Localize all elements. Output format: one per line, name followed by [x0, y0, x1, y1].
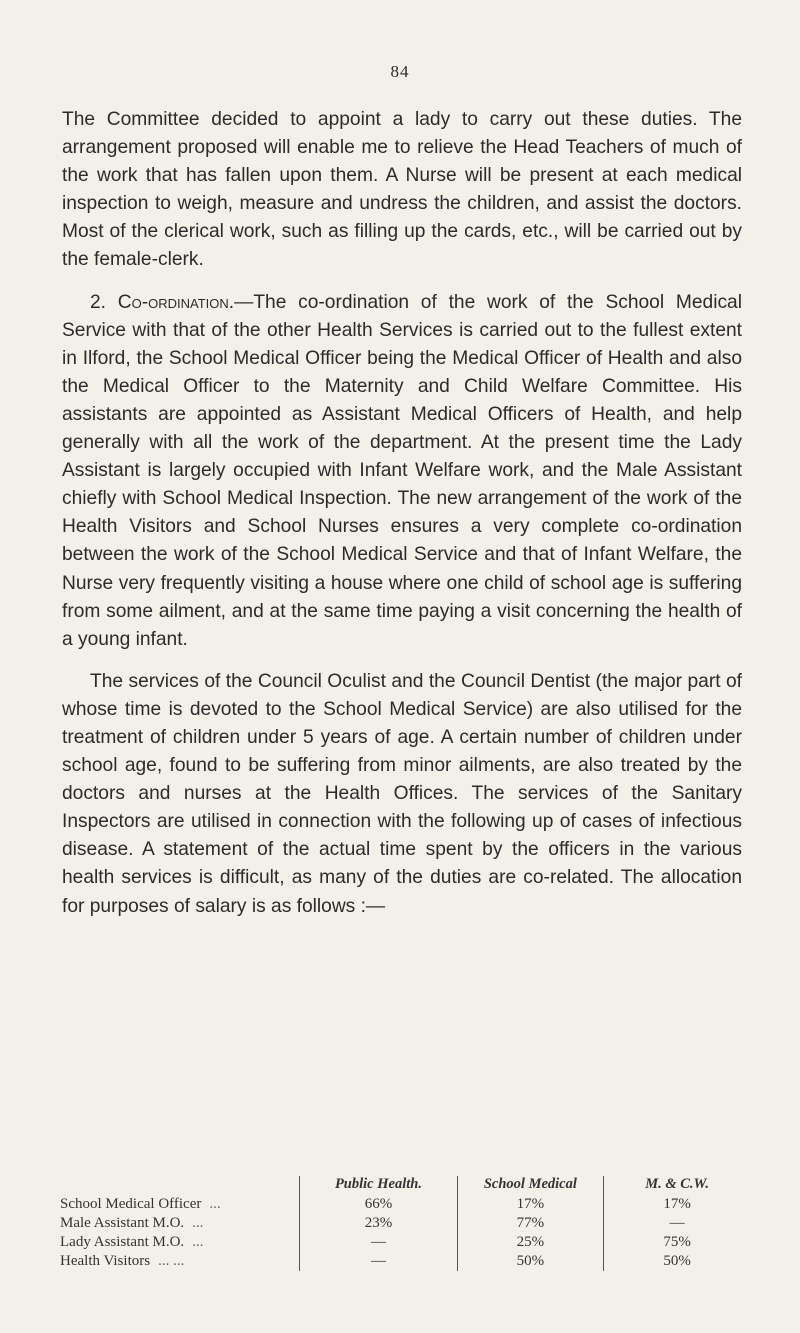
section-text: —The co-ordination of the work of the School Medical Service with that of the other Health Services is carried out to the fullest extent in Ilford, the School Medical Officer being the Medical Officer of Health and also the Medical Officer to the Maternity and Child Welfare Committee. His assistants are appointed as Assistant Medical Officers of Health, and help generally with all the work of the department. At the present time the Lady Assistant is largely occupied with Infant Welfare work, and the Male Assistant chiefly with School Medical Inspection. The new arrangement of the work of the Health Visitors and School Nurses ensures a very complete co-ordination between the work of the School Medical Service and that of Infant Welfare, the Nurse very frequently visiting a house where one child of school age is suffering from some ailment, and at the same time paying a visit concerning the health of a young infant.	[62, 291, 742, 650]
row-label: Health Visitors ... ...	[60, 1253, 185, 1269]
section-heading: Co-ordination.	[117, 291, 235, 313]
cell-public-health: 66%	[300, 1195, 457, 1214]
body-text	[62, 106, 742, 935]
table-header-row	[60, 1176, 750, 1195]
cell-mcw: 75%	[604, 1233, 750, 1252]
cell-mcw: 17%	[604, 1195, 750, 1214]
header-officer	[60, 1176, 300, 1195]
table-row	[60, 1252, 750, 1271]
table-row	[60, 1233, 750, 1252]
row-label: Male Assistant M.O. ...	[60, 1215, 204, 1231]
section-number: 2.	[90, 291, 107, 313]
cell-school-medical: 50%	[457, 1252, 604, 1271]
page-number: 84	[390, 62, 410, 81]
table-row	[60, 1214, 750, 1233]
paragraph-committee-decision: The Committee decided to appoint a lady to carry out these duties. The arrangement proposed will enable me to relieve the Head Teachers of much of the work that has fallen upon them. A Nurse will be present at each medical inspection to weigh, measure and undress the children, and assist the doctors. Most of the clerical work, such as filling up the cards, etc., will be carried out by the female-clerk.	[62, 109, 742, 271]
header-mcw: M. & C.W.	[604, 1176, 750, 1195]
cell-school-medical: 77%	[457, 1214, 604, 1233]
paragraph-co-ordination	[62, 289, 742, 654]
cell-public-health: —	[300, 1233, 457, 1252]
paragraph-council-services: The services of the Council Oculist and the Council Dentist (the major part of whose time is devoted to the School Medical Service) are also utilised for the treatment of children under 5 years of age. A certain number of children under school age, found to be suffering from minor ailments, are also treated by the doctors and nurses at the Health Offices. The services of the Sanitary Inspectors are utilised in connection with the following up of cases of infectious disease. A statement of the actual time spent by the officers in the various health services is difficult, as many of the duties are co-related. The allocation for purposes of salary is as follows :—	[62, 670, 742, 917]
row-label: Lady Assistant M.O. ...	[60, 1234, 204, 1250]
cell-school-medical: 25%	[457, 1233, 604, 1252]
cell-public-health: —	[300, 1252, 457, 1271]
cell-public-health: 23%	[300, 1214, 457, 1233]
salary-allocation-table	[60, 1176, 750, 1271]
header-school-medical: School Medical	[457, 1176, 604, 1195]
table-row	[60, 1195, 750, 1214]
header-public-health: Public Health.	[300, 1176, 457, 1195]
cell-school-medical: 17%	[457, 1195, 604, 1214]
row-label: School Medical Officer ...	[60, 1196, 221, 1212]
cell-mcw: 50%	[604, 1252, 750, 1271]
cell-mcw: —	[604, 1214, 750, 1233]
